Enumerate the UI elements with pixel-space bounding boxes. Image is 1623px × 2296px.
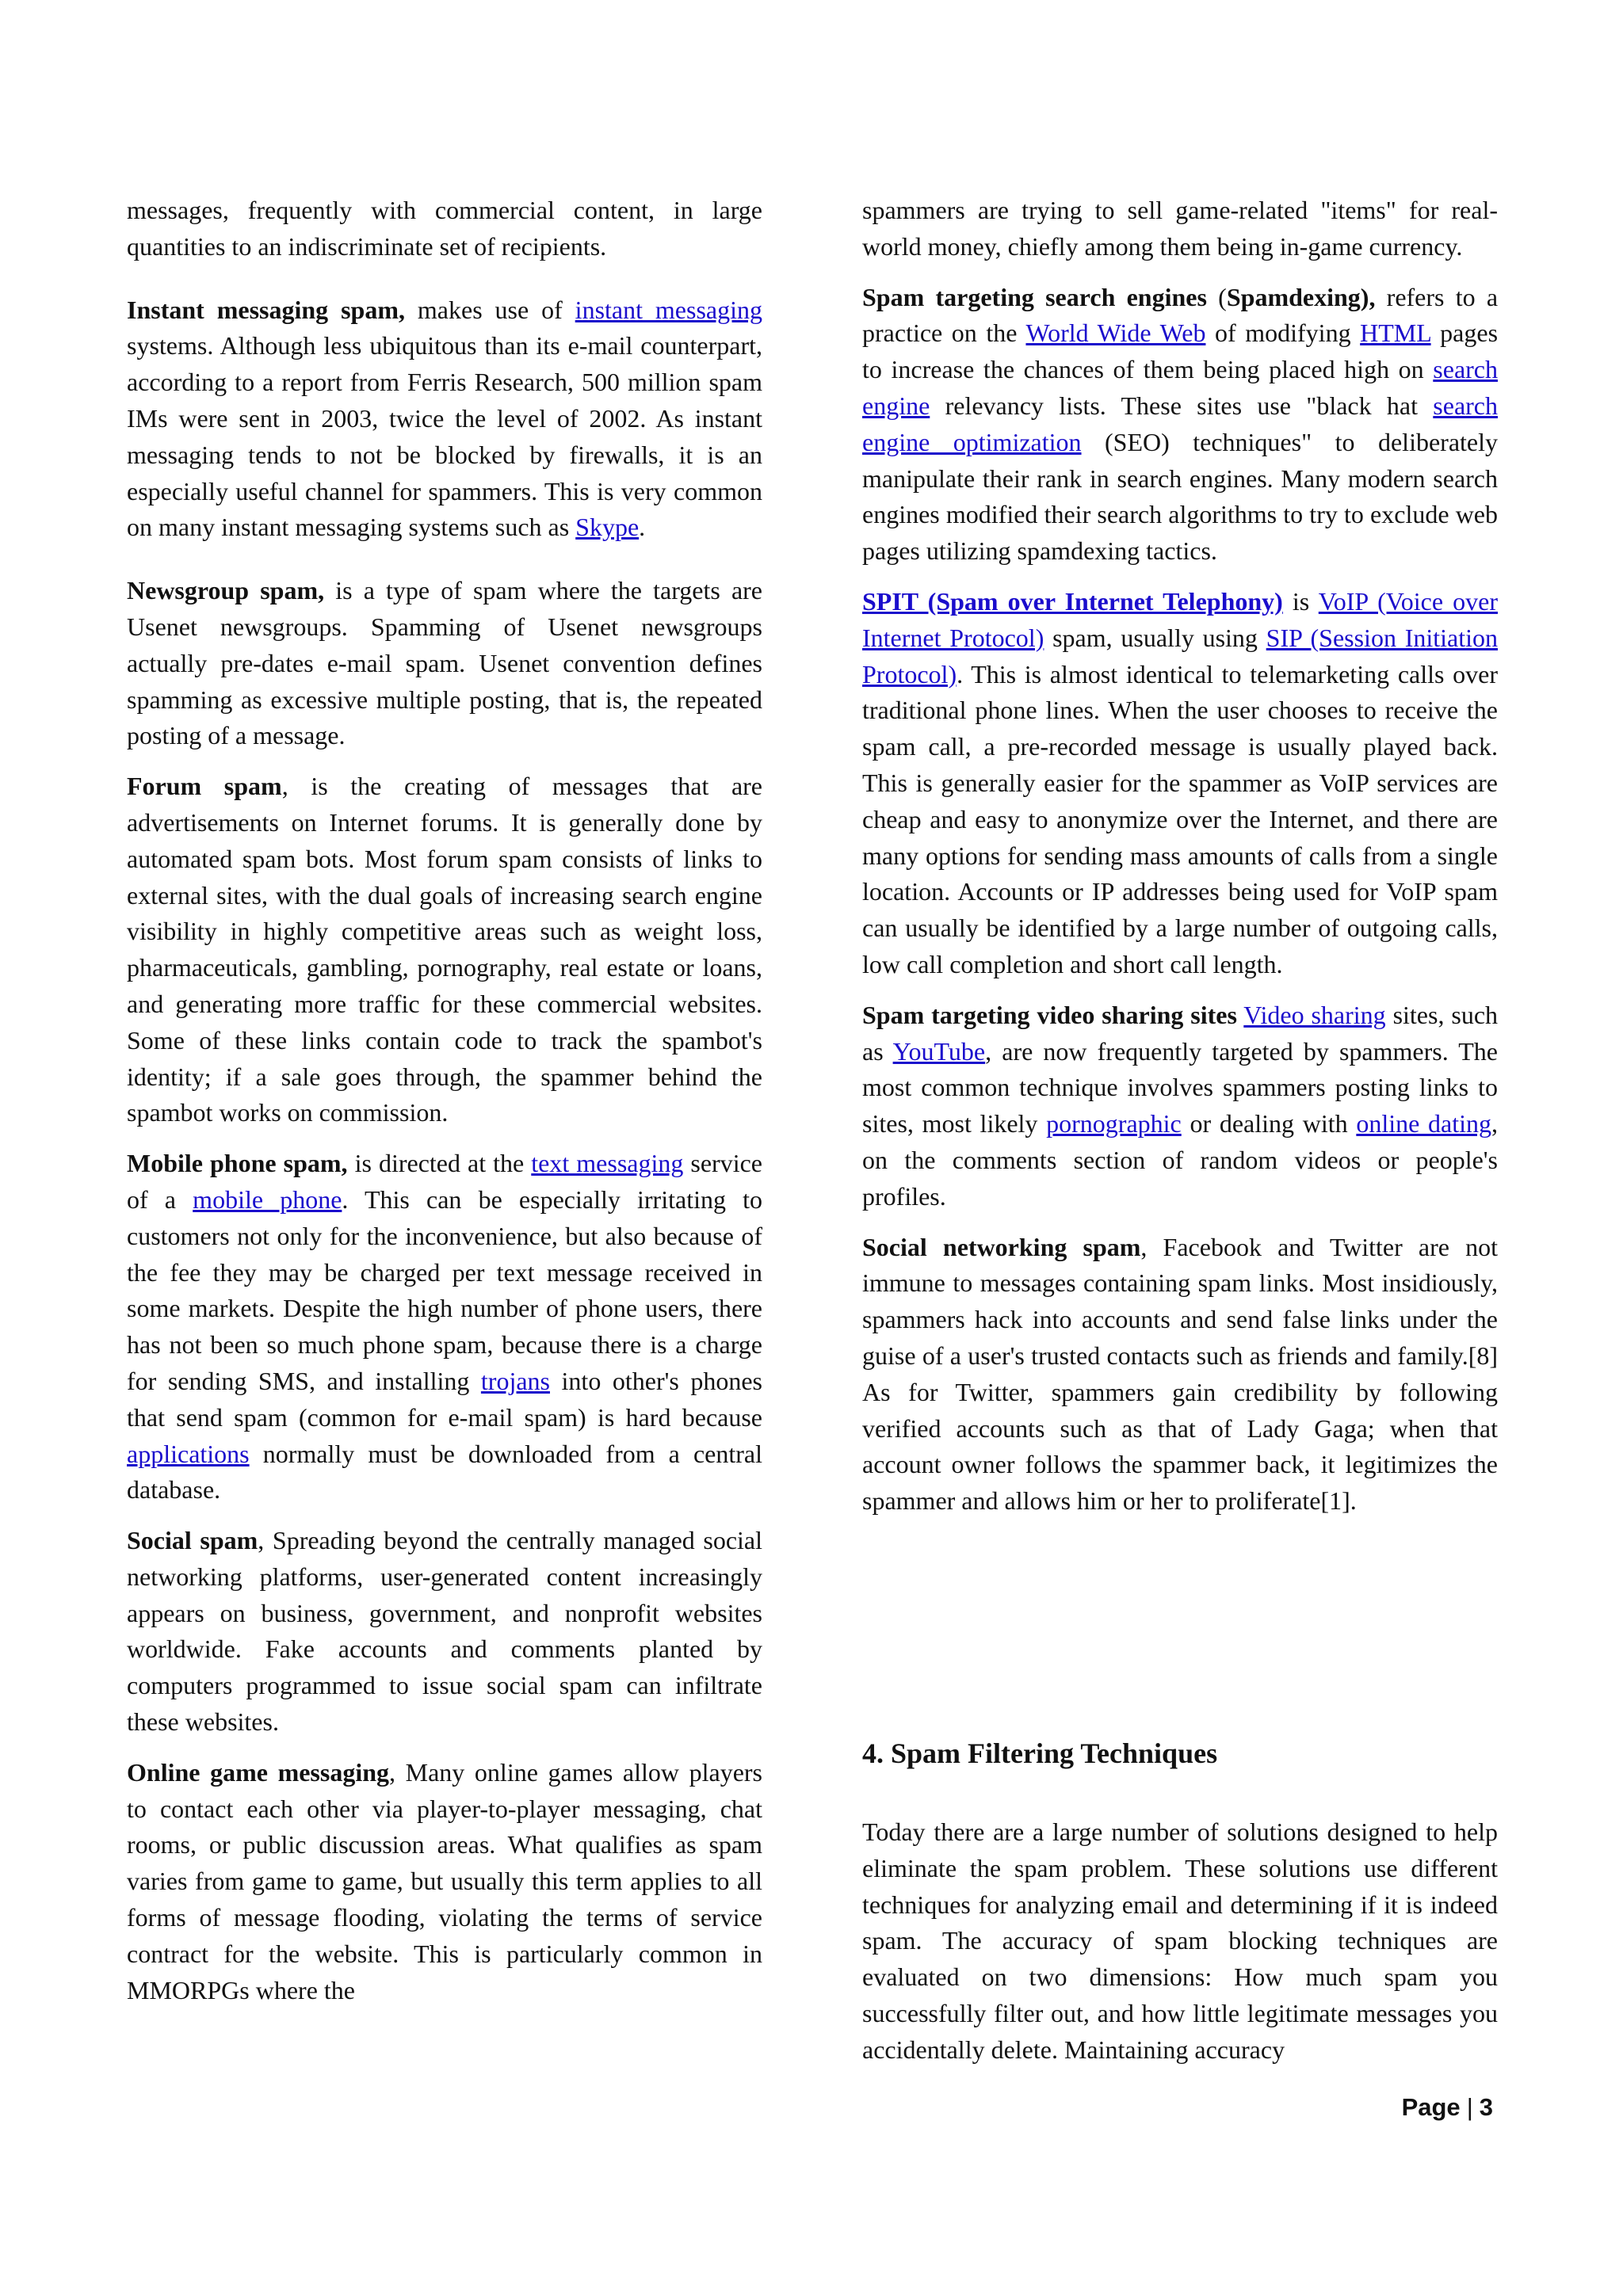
- term-spam-targeting-video-sharing-sites: Spam targeting video sharing sites: [862, 1000, 1237, 1029]
- link-sip[interactable]: SIP (Session Initiation Protocol): [862, 623, 1498, 688]
- paragraph-social-spam: Social spam, Spreading beyond the centrally managed social networking platforms, user-generated content increasingly appears on business, government, and nonprofit websites worldwide. Fake accounts and comments planted by computers programmed to issue social spam can infiltrate these websites.: [127, 1526, 763, 1737]
- right-column: [862, 193, 1498, 1534]
- paragraph-intro-continued: [127, 193, 762, 265]
- page-number: 3: [1479, 2093, 1493, 2121]
- paragraph-online-game-messaging: Online game messaging, Many online games allow players to contact each other via player-to-player messaging, chat rooms, or public discussion areas. What qualifies as spam varies from game to game, but usually this term applies to all forms of message flooding, violating the terms of service contract for the website. This is particularly common in MMORPGs where the: [127, 1757, 763, 2004]
- link-world-wide-web[interactable]: World Wide Web: [1025, 318, 1206, 348]
- link-search-engine[interactable]: search engine: [862, 355, 1498, 420]
- link-trojans[interactable]: trojans: [480, 1366, 550, 1395]
- term-mobile-phone-spam: Mobile phone spam,: [127, 1149, 348, 1178]
- page-number-footer: [1402, 2093, 1493, 2122]
- link-youtube[interactable]: YouTube: [892, 1036, 986, 1066]
- left-column: [127, 193, 762, 2023]
- section-heading: 4. Spam Filtering Techniques: [862, 1737, 1218, 1769]
- term-forum-spam: Forum spam: [127, 772, 282, 801]
- paragraph-social-networking-spam: Social networking spam, Facebook and Twitter are not immune to messages containing spam links. Most insidiously, spammers hack into accounts and send false links under the guise of a user's trusted contacts such as friends and family.[8] As for Twitter, spammers gain credibility by following verified accounts such as that of Lady Gaga; when that account owner follows the spammer back, it legitimizes the spammer and allows him or her to proliferate[1].: [862, 1232, 1499, 1516]
- paragraph-mobile-phone-spam: Mobile phone spam, is directed at the text messaging service of a mobile phone. This can be especially irritating to customers not only for the inconvenience, but also because of the fee they may be charged per text message received in some markets. Despite the high number of phone users, there has not been so much phone spam, because there is a charge for sending SMS, and installing trojans into other's phones that send spam (common for e-mail spam) is hard because applications normally must be downloaded from a central database.: [127, 1149, 763, 1505]
- term-social-spam: Social spam: [127, 1526, 258, 1555]
- link-pornographic[interactable]: pornographic: [1046, 1109, 1182, 1138]
- term-online-game-messaging: Online game messaging: [127, 1757, 390, 1787]
- paragraph-game-items-continued: spammers are trying to sell game-related "items" for real-world money, chiefly among them being in-game currency.: [862, 196, 1498, 261]
- paragraph-spit: SPIT (Spam over Internet Telephony) is VoIP (Voice over Internet Protocol) spam, usually using SIP (Session Initiation Protocol). This is almost identical to telemarketing calls over traditional phone lines. When the user chooses to receive the spam call, a pre-recorded message is usually played back. This is generally easier for the spammer as VoIP services are cheap and easy to anonymize over the Internet, and there are many options for sending mass amounts of calls from a single location. Accounts or IP addresses being used for VoIP spam can usually be identified by a large number of outgoing calls, low call completion and short call length.: [862, 586, 1498, 978]
- paragraph-forum-spam: Forum spam, is the creating of messages that are advertisements on Internet forums. It is generally done by automated spam bots. Most forum spam consists of links to external sites, with the dual goals of increasing search engine visibility in highly competitive areas such as weight loss, pharmaceuticals, gambling, pornography, real estate or loans, and generating more traffic for these commercial websites. Some of these links contain code to track the spambot's identity; if a sale goes through, the spammer behind the spambot works on commission.: [127, 772, 763, 1127]
- link-mobile-phone[interactable]: mobile phone: [193, 1184, 342, 1214]
- term-spam-targeting-search-engines: Spam targeting search engines: [862, 282, 1207, 311]
- term-newsgroup-spam: Newsgroup spam,: [127, 576, 325, 605]
- link-voip[interactable]: VoIP (Voice over Internet Protocol): [862, 586, 1498, 652]
- paragraph-newsgroup-spam: Newsgroup spam, is a type of spam where the targets are Usenet newsgroups. Spamming of Usenet newsgroups actually pre-dates e-mail spam. Usenet convention defines spamming as excessive multiple posting, that is, the repeated posting of a message.: [127, 576, 763, 750]
- link-skype[interactable]: Skype: [575, 513, 640, 542]
- paragraph-spam-filtering-intro: Today there are a large number of solutions designed to help eliminate the spam problem. These solutions use different techniques for analyzing email and determining if it is indeed spam. The accuracy of spam blocking techniques are evaluated on two dimensions: How much spam you successfully filter out, and how little legitimate messages you accidentally delete. Maintaining accuracy: [862, 1817, 1498, 2064]
- paragraph-spamdexing: Spam targeting search engines (Spamdexing), refers to a practice on the World Wide Web of modifying HTML pages to increase the chances of them being placed high on search engine relevancy lists. These sites use "black hat search engine optimization (SEO) techniques" to deliberately manipulate their rank in search engines. Many modern search engines modified their search algorithms to try to exclude web pages utilizing spamdexing tactics.: [862, 282, 1499, 566]
- link-online-dating[interactable]: online dating: [1356, 1109, 1492, 1138]
- link-text-messaging[interactable]: text messaging: [531, 1149, 684, 1178]
- term-spamdexing: Spamdexing),: [1226, 282, 1376, 311]
- link-search-engine-optimization[interactable]: search engine optimization: [862, 391, 1498, 456]
- paragraph-video-sharing-spam: Spam targeting video sharing sites Video sharing sites, such as YouTube, are now frequently targeted by spammers. The most common technique involves spammers posting links to sites, most likely pornographic or dealing with online dating, on the comments section of random videos or people's profiles.: [862, 1000, 1499, 1211]
- section-heading-wrapper: [862, 1735, 1217, 1772]
- term-instant-messaging-spam: Instant messaging spam,: [127, 295, 405, 324]
- link-spit[interactable]: SPIT (Spam over Internet Telephony): [862, 586, 1283, 616]
- link-html[interactable]: HTML: [1360, 318, 1431, 348]
- link-video-sharing[interactable]: Video sharing: [1243, 1000, 1386, 1029]
- page-label: Page: [1401, 2093, 1461, 2121]
- link-applications[interactable]: applications: [127, 1439, 250, 1468]
- term-social-networking-spam: Social networking spam: [862, 1232, 1141, 1261]
- right-column-after-heading: [862, 1814, 1498, 2083]
- paragraph-instant-messaging-spam: Instant messaging spam, makes use of instant messaging systems. Although less ubiquitous than its e-mail counterpart, according to a report from Ferris Research, 500 million spam IMs were sent in 2003, twice the level of 2002. As instant messaging tends to not be blocked by firewalls, it is an especially useful channel for spammers. This is very common on many instant messaging systems such as Skype.: [127, 295, 762, 542]
- footer-separator: |: [1466, 2093, 1473, 2121]
- link-instant-messaging[interactable]: instant messaging: [575, 295, 762, 324]
- paragraph-text: messages, frequently with commercial content, in large quantities to an indiscriminate set of recipients.: [127, 196, 762, 261]
